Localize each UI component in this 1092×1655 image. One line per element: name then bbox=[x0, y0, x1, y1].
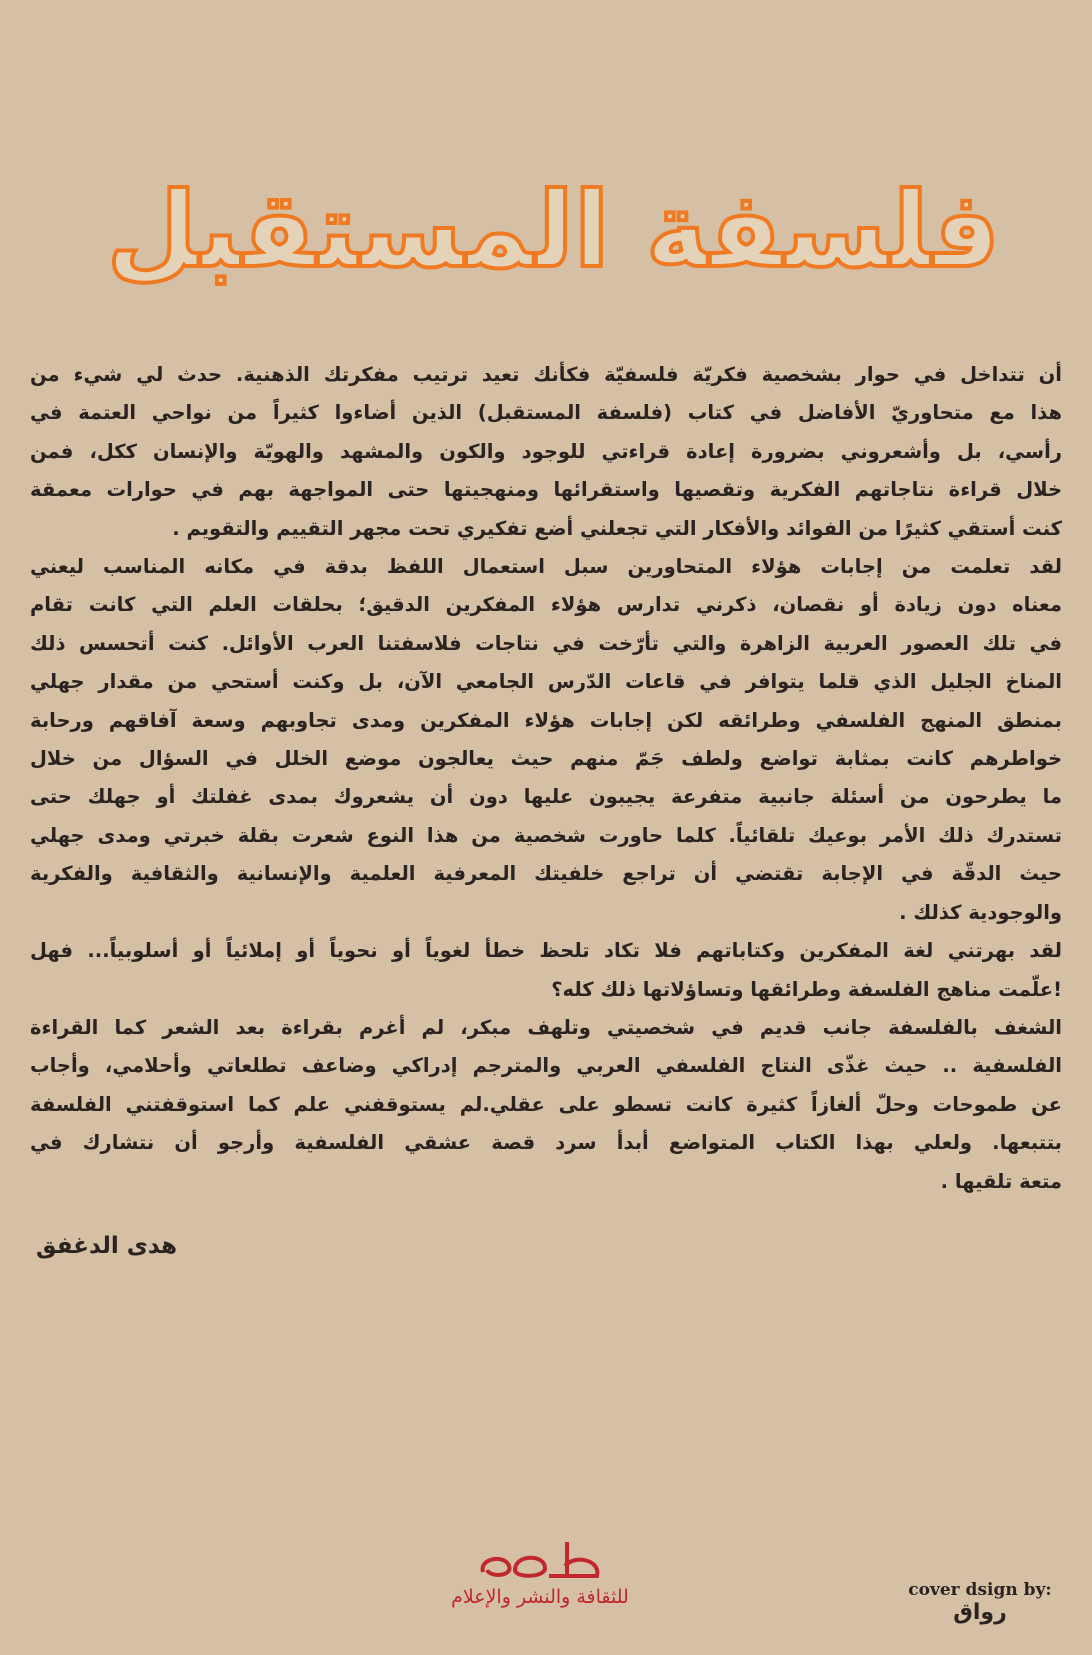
designer-name: رواق bbox=[953, 1600, 1007, 1625]
publisher-logo-mark-icon bbox=[475, 1540, 605, 1582]
text-line: خواطرهم كانت بمثابة تواضع ولطف جَمّ منهم حيث يعالجون موضع الخلل في السؤال من خلال bbox=[30, 747, 1062, 771]
text-line: كنت أستقي كثيرًا من الفوائد والأفكار التي تجعلني أضع تفكيري تحت مجهر التقييم والتقويم . bbox=[172, 516, 1062, 540]
text-line: رأسي، بل وأشعروني بضرورة إعادة قراءتي للوجود والكون والمشهد والهويّة والإنسان ككل، فمن bbox=[30, 439, 1062, 463]
text-line: والوجودية كذلك . bbox=[899, 900, 1062, 924]
blurb-text bbox=[30, 356, 1062, 1201]
text-line: معناه دون زيادة أو نقصان، ذكرني تدارس هؤلاء المفكرين الدقيق؛ بحلقات العلم التي كانت تقام bbox=[30, 593, 1062, 617]
text-line: لقد بهرتني لغة المفكرين وكتاباتهم فلا تكاد تلحظ خطأ لغوياً أو نحوياً أو إملائياً أو أسلوبياً... فهل bbox=[30, 939, 1062, 963]
publisher-tagline: للثقافة والنشر والإعلام bbox=[451, 1586, 629, 1608]
text-line: في تلك العصور العربية الزاهرة والتي تأرّخت في نتاجات فلاسفتنا العرب الأوائل. كنت أتحسس ذلك bbox=[30, 631, 1062, 655]
text-line: بتتبعها. ولعلي بهذا الكتاب المتواضع أبدأ سرد قصة عشقي الفلسفية وأرجو أن نتشارك في bbox=[30, 1131, 1062, 1155]
text-line: حيث الدقّة في الإجابة تقتضي أن تراجع خلفيتك المعرفية العلمية والإنسانية والثقافية والفكرية bbox=[30, 862, 1062, 886]
main-content bbox=[30, 356, 1062, 1259]
text-line: الفلسفية .. حيث غذّى النتاج الفلسفي العربي والمترجم إدراكي وضاعف تطلعاتي وأحلامي، وأجاب bbox=[30, 1054, 1062, 1078]
book-title: فلسفة المستقبل bbox=[106, 169, 1000, 291]
text-line: لقد تعلمت من إجابات هؤلاء المتحاورين سبل استعمال اللفظ بدقة في مكانه المناسب ليعني bbox=[30, 555, 1062, 579]
text-line: الشغف بالفلسفة جانب قديم في شخصيتي وتلهف مبكر، لم أغرم بقراءة بعد الشعر كما القراءة bbox=[30, 1015, 1062, 1039]
text-line: !علّمت مناهج الفلسفة وطرائقها وتساؤلاتها ذلك كله؟ bbox=[551, 977, 1062, 1001]
author-signature: هدى الدغفق bbox=[36, 1232, 178, 1259]
text-line: ما يطرحون من أسئلة جانبية متفرعة يجيبون عليها دون أن يشعروك بمدى غفلتك أو جهلك حتى bbox=[30, 785, 1062, 809]
text-line: متعة تلقيها . bbox=[940, 1169, 1062, 1193]
text-line: تستدرك ذلك الأمر بوعيك تلقائياً. كلما حاورت شخصية من هذا النوع شعرت بقلة خبرتي ومدى جهلي bbox=[30, 823, 1062, 847]
cover-design-credit bbox=[880, 1580, 1080, 1625]
text-line: بمنطق المنهج الفلسفي وطرائقه لكن إجابات هؤلاء المفكرين ومدى تجاوبهم وسعة آفاقهم ورحابة bbox=[30, 708, 1062, 732]
text-line: أن تتداخل في حوار بشخصية فكريّة فلسفيّة فكأنك تعيد ترتيب مفكرتك الذهنية. حدث لي شيء من bbox=[30, 363, 1062, 386]
text-line: المناخ الجليل الذي قلما يتوافر في قاعات الدّرس الجامعي الآن، بل وكنت أستحي من مقدار جهلي bbox=[30, 670, 1062, 694]
text-line: عن طموحات وحلّ ألغازاً كثيرة كانت تسطو على عقلي.لم يستوقفني علم كما استوقفتني الفلسفة bbox=[30, 1092, 1062, 1116]
publisher-logo bbox=[400, 1540, 680, 1608]
credit-label: cover dsign by: bbox=[908, 1580, 1052, 1600]
text-line: خلال قراءة نتاجاتهم الفكرية وتقصيها واستقرائها ومنهجيتها حتى المواجهة بهم في حوارات معمقة bbox=[30, 478, 1062, 502]
text-line: هذا مع متحاوريّ الأفاضل في كتاب (فلسفة المستقبل) الذين أضاءوا كثيراً من نواحي العتمة في bbox=[30, 401, 1062, 425]
